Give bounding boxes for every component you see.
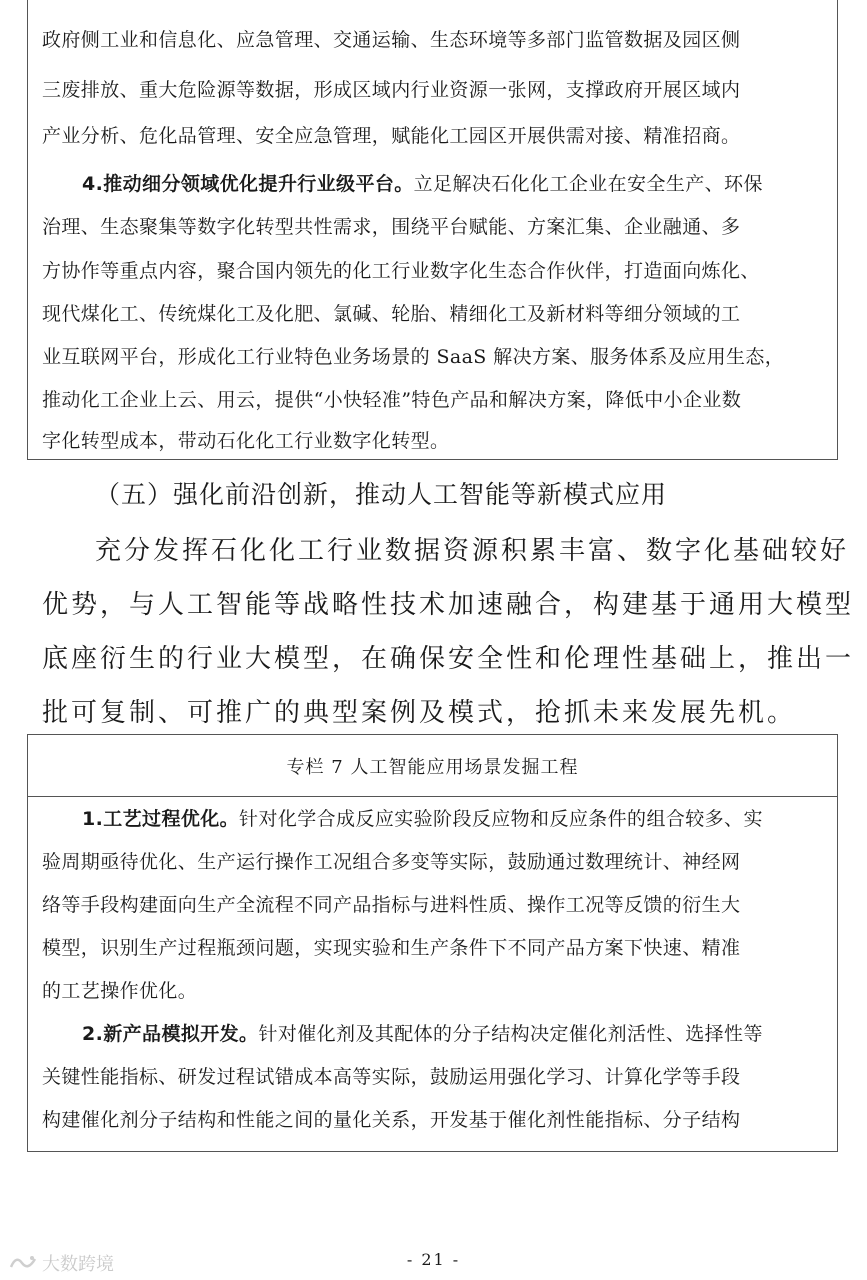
- text-line: 关键性能指标、研发过程试错成本高等实际，鼓励运用强化学习、计算化学等手段: [42, 1066, 741, 1088]
- item2-first-line: [82, 1022, 763, 1046]
- item2-lead: 2.新产品模拟开发。: [82, 1023, 259, 1045]
- item4-first-line: [82, 172, 763, 196]
- text-line: 产业分析、危化品管理、安全应急管理，赋能化工园区开展供需对接、精准招商。: [42, 125, 741, 147]
- text-line: 政府侧工业和信息化、应急管理、交通运输、生态环境等多部门监管数据及园区侧: [42, 29, 741, 51]
- text-line: 推动化工企业上云、用云，提供“小快轻准”特色产品和解决方案，降低中小企业数: [42, 389, 742, 411]
- watermark-logo-icon: [8, 1253, 38, 1273]
- text-line: 络等手段构建面向生产全流程不同产品指标与进料性质、操作工况等反馈的衍生大: [42, 894, 741, 916]
- text-line: 的工艺操作优化。: [42, 980, 198, 1002]
- text-line: 三废排放、重大危险源等数据，形成区域内行业资源一张网，支撑政府开展区域内: [42, 79, 741, 101]
- body-line: 底座衍生的行业大模型，在确保安全性和伦理性基础上，推出一: [42, 644, 855, 674]
- body-line: 优势，与人工智能等战略性技术加速融合，构建基于通用大模型: [42, 590, 855, 620]
- item1-first-line: [82, 807, 763, 831]
- body-line: 批可复制、可推广的典型案例及模式，抢抓未来发展先机。: [42, 698, 797, 728]
- item4-first-rest: 立足解决石化化工企业在安全生产、环保: [413, 173, 763, 195]
- text-line: 现代煤化工、传统煤化工及化肥、氯碱、轮胎、精细化工及新材料等细分领域的工: [42, 303, 741, 325]
- column-box: [27, 734, 838, 1152]
- body-line: 充分发挥石化化工行业数据资源积累丰富、数字化基础较好: [95, 536, 850, 566]
- item1-first-rest: 针对化学合成反应实验阶段反应物和反应条件的组合较多、实: [239, 808, 763, 830]
- text-line: 构建催化剂分子结构和性能之间的量化关系，开发基于催化剂性能指标、分子结构: [42, 1109, 741, 1131]
- watermark: [8, 1250, 114, 1276]
- section-heading: （五）强化前沿创新，推动人工智能等新模式应用: [95, 480, 668, 509]
- item2-first-rest: 针对催化剂及其配体的分子结构决定催化剂活性、选择性等: [258, 1023, 763, 1045]
- item1-lead: 1.工艺过程优化。: [82, 808, 240, 830]
- text-line: 模型，识别生产过程瓶颈问题，实现实验和生产条件下不同产品方案下快速、精准: [42, 937, 741, 959]
- top-box: [27, 0, 838, 460]
- page-number: - 21 -: [406, 1250, 461, 1269]
- watermark-text: 大数跨境: [42, 1254, 114, 1275]
- text-line: 治理、生态聚集等数字化转型共性需求，围绕平台赋能、方案汇集、企业融通、多: [42, 216, 741, 238]
- text-line: 验周期亟待优化、生产运行操作工况组合多变等实际，鼓励通过数理统计、神经网: [42, 851, 741, 873]
- column-title: 专栏 7 人工智能应用场景发掘工程: [28, 735, 837, 797]
- text-line: 方协作等重点内容，聚合国内领先的化工行业数字化生态合作伙伴，打造面向炼化、: [42, 260, 760, 282]
- text-line: 字化转型成本，带动石化化工行业数字化转型。: [42, 430, 450, 452]
- text-line: 业互联网平台，形成化工行业特色业务场景的 SaaS 解决方案、服务体系及应用生态，: [42, 346, 785, 368]
- item4-lead: 4.推动细分领域优化提升行业级平台。: [82, 173, 414, 195]
